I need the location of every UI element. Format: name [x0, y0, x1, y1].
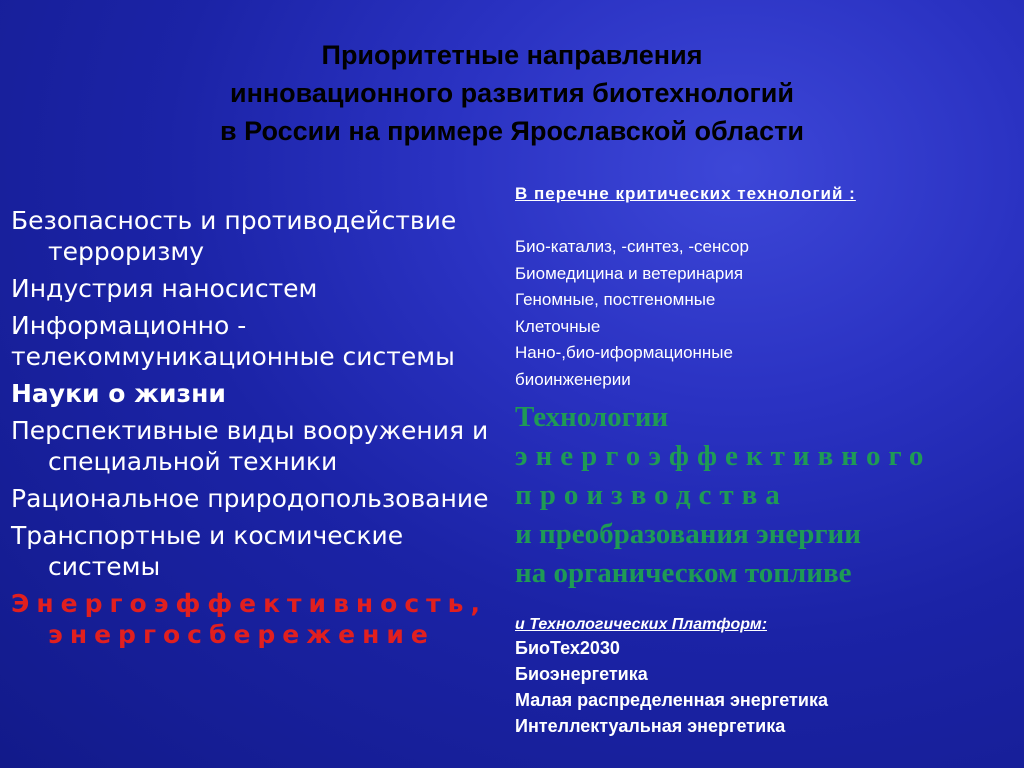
- critical-tech-heading: В перечне критических технологий :: [515, 184, 856, 203]
- platforms-heading: и Технологических Платформ:: [515, 616, 768, 633]
- tech-item: Геномные, постгеномные: [515, 290, 716, 309]
- title-line-1: Приоритетные направления: [321, 40, 703, 70]
- platforms-list: [515, 635, 1015, 739]
- priority-directions-list: [11, 205, 501, 656]
- tech-item: Био-катализ, -синтез, -сенсор: [515, 237, 749, 256]
- tech-item: Нано-,био-иформационные: [515, 343, 733, 362]
- green-line: и преобразования энергии: [515, 518, 861, 550]
- tech-item: Биомедицина и ветеринария: [515, 263, 744, 283]
- critical-technologies-panel: [515, 183, 1015, 739]
- green-line: производства: [515, 479, 788, 511]
- green-line: Технологии: [515, 401, 669, 433]
- list-item-transport: Транспортные и космические системы: [11, 521, 404, 581]
- platform-item: Малая распределенная энергетика: [515, 690, 828, 710]
- green-line: энергоэффективного: [515, 440, 932, 472]
- list-item-nanosystems: Индустрия наносистем: [11, 274, 318, 303]
- list-item-energy-efficiency: Энергоэффективность, энергосбережение: [11, 589, 487, 649]
- title-line-2: инновационного развития биотехнологий: [229, 78, 795, 108]
- list-item-security: Безопасность и противодействие терроризму: [11, 206, 457, 266]
- green-line: на органическом топливе: [515, 557, 852, 589]
- tech-item: Клеточные: [515, 316, 601, 336]
- list-item-info: Информационно -: [11, 311, 247, 340]
- critical-tech-list: [515, 234, 1015, 393]
- list-item-weapons: Перспективные виды вооружения и специальной техники: [11, 416, 489, 476]
- list-item-telecom: телекоммуникационные системы: [11, 342, 455, 371]
- list-item-life-sciences: Науки о жизни: [11, 379, 226, 408]
- platform-item: БиоТех2030: [515, 638, 620, 658]
- tech-item: биоинженерии: [515, 369, 631, 389]
- platform-item: Интеллектуальная энергетика: [515, 716, 786, 736]
- slide-title: [0, 36, 1024, 150]
- title-line-3: в России на примере Ярославской области: [220, 116, 804, 146]
- platform-item: Биоэнергетика: [515, 664, 648, 684]
- list-item-nature-use: Рациональное природопользование: [11, 484, 489, 513]
- energy-technologies-block: [515, 398, 1015, 593]
